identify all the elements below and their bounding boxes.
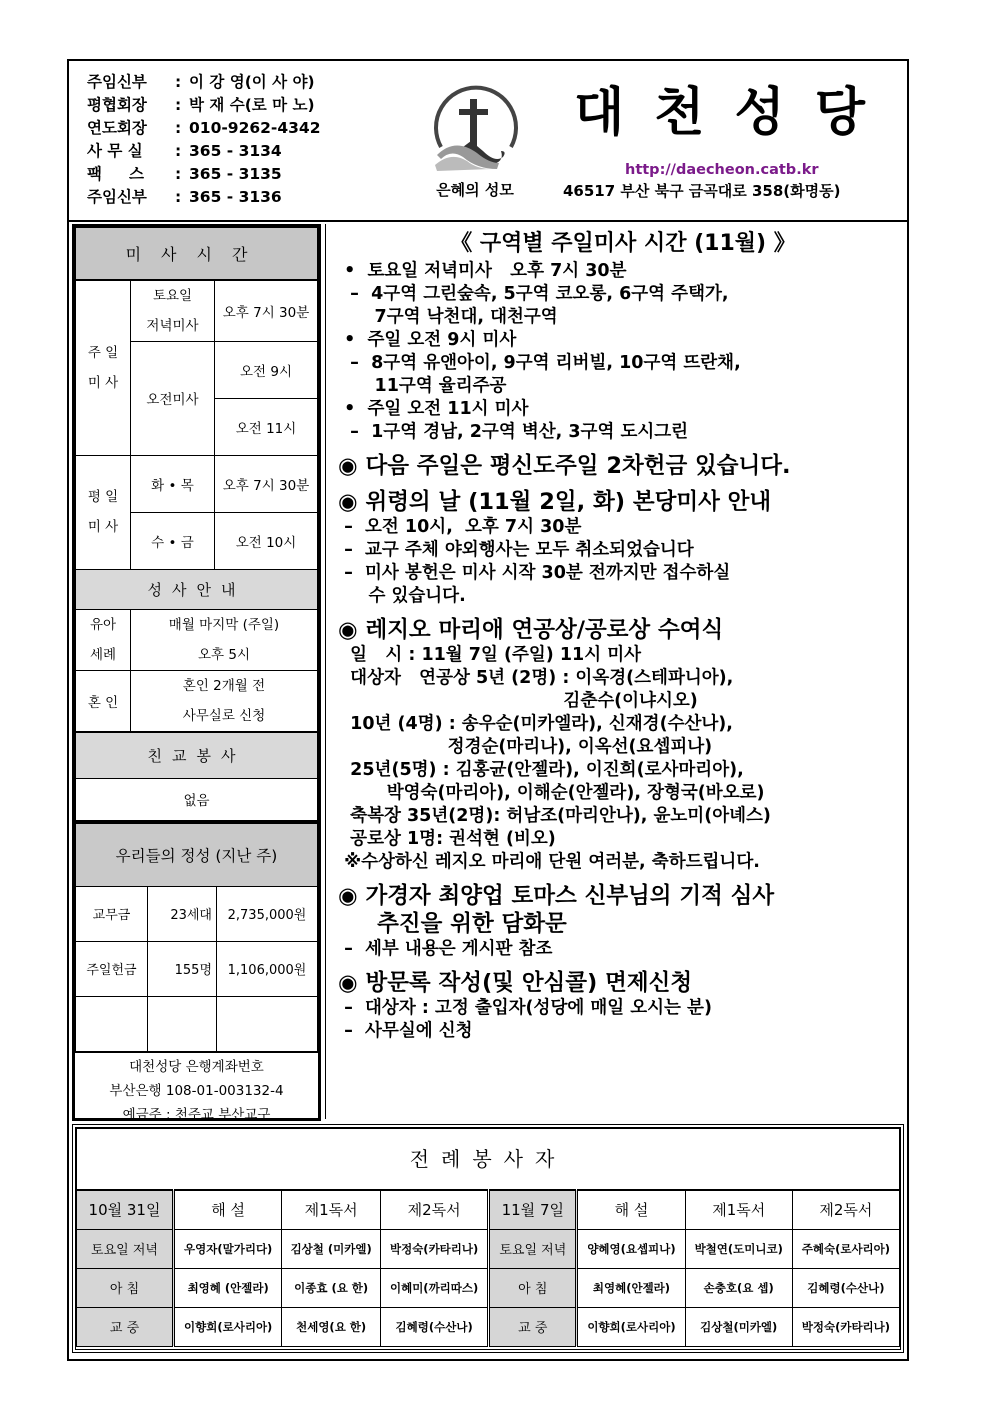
offering-row: 주일헌금 155명 1,106,000원 [76,941,318,996]
district-line: 11구역 율리주공 [338,376,507,396]
notice-line: – 교구 주체 야외행사는 모두 취소되었습니다 [338,540,694,560]
notice-line: ※수상하신 레지오 마리애 단원 여러분, 축하드립니다. [338,852,760,872]
notice-line: 공로상 1명: 권석현 (비오) [338,829,556,849]
contact-row: 주임신부 : 이 강 영(이 사 야) [87,73,315,91]
tue-thu-label: 화 • 목 [131,455,215,512]
offerings-title: 우리들의 정성 (지난 주) [76,822,318,886]
notice-line: 축복장 35년(2명): 허남조(마리안나), 윤노미(아녜스) [338,806,771,826]
liturgy-title: 전례봉사자 [77,1129,900,1191]
notice-line: 일 시 : 11월 7일 (주일) 11시 미사 [338,645,642,665]
notice-line: 대상자 연공상 5년 (2명) : 이옥경(스테파니아), [338,668,734,688]
district-mass-title: 《 구역별 주일미사 시간 (11월) 》 [450,231,796,256]
visitation-value: 없음 [76,778,318,820]
marriage-info: 혼인 2개월 전 사무실로 신청 [131,670,318,732]
morning-time-2: 오전 11시 [215,398,318,455]
contact-row: 평협회장 : 박 재 수(로 마 노) [87,96,315,114]
notice-line: 정경순(마리나), 이옥선(요셉피나) [338,737,713,757]
marriage-label: 혼 인 [76,670,131,732]
announcements [325,224,907,1119]
infant-baptism-label: 유아 세례 [76,609,131,670]
notice-line: – 대상자 : 고정 출입자(성당에 매일 오시는 분) [338,998,712,1018]
mass-times-title: 미사시간 [76,228,318,280]
weekday-mass-label: 평 일 미 사 [76,455,131,569]
mass-times-table [75,227,318,821]
contact-row: 팩 스 : 365 - 3135 [87,165,282,183]
visitation-title: 친교봉사 [76,732,318,778]
liturgy-header-row: 10월 31일 해 설 제1독서 제2독서 11월 7일 해 설 제1독서 제2독서 [77,1190,900,1229]
notice-line: 25년(5명) : 김홍균(안젤라), 이진희(로사마리아), [338,760,744,780]
church-logo [421,85,529,203]
church-name: 대천성당 [574,83,895,143]
morning-mass-label: 오전미사 [131,341,215,455]
notice-line: 수 있습니다. [338,586,466,606]
liturgy-row: 교 중 이향희(로사리아) 천세영(요 한) 김혜령(수산나) 교 중 이향희(로사리아) 김상철(미카엘) 박정숙(카타리나) [77,1307,900,1346]
district-line: – 4구역 그린숲속, 5구역 코오롱, 6구역 주택가, [338,284,729,304]
bank-account-info: 대천성당 은행계좌번호 부산은행 108-01-003132-4 예금주 : 천주교 부산교구 [75,1052,318,1127]
sunday-mass-label: 주 일 미 사 [76,280,131,456]
contact-row: 연도회장 : 010-9262-4342 [87,119,321,137]
contact-row: 주임신부 : 365 - 3136 [87,188,282,206]
offering-row [76,996,318,1051]
district-line: • 주일 오전 9시 미사 [338,330,517,350]
wed-fri-time: 오전 10시 [215,512,318,569]
district-line: 7구역 낙천대, 대천구역 [338,307,558,327]
sacraments-title: 성사안내 [76,569,318,609]
notice-heading: ◉ 레지오 마리애 연공상/공로상 수여식 [338,617,724,643]
district-line: • 토요일 저녁미사 오후 7시 30분 [338,261,627,281]
tue-thu-time: 오후 7시 30분 [215,455,318,512]
liturgy-table [76,1128,900,1347]
liturgy-row: 토요일 저녁 우영자(말가리다) 김상철 (미카엘) 박정숙(카타리나) 토요일 저녁 양혜영(요셉피나) 박철연(도미니코) 주혜숙(로사리아) [77,1229,900,1268]
liturgy-row: 아 침 최영혜 (안젤라) 이종효 (요 한) 이혜미(까리따스) 아 침 최영혜(안젤라) 손충호(요 셉) 김혜령(수산나) [77,1268,900,1307]
church-address: 46517 부산 북구 금곡대로 358(화명동) [563,182,841,200]
bulletin-page [67,59,909,1361]
district-line: • 주일 오전 11시 미사 [338,399,529,419]
notice-heading: ◉ 가경자 최양업 토마스 신부님의 기적 심사 [338,883,775,909]
wed-fri-label: 수 • 금 [131,512,215,569]
notice-heading: ◉ 다음 주일은 평신도주일 2차헌금 있습니다. [338,453,791,479]
notice-line: 김춘수(이냐시오) [338,691,698,711]
district-line: – 8구역 유앤아이, 9구역 리버빌, 10구역 뜨란채, [338,353,741,373]
notice-line: 10년 (4명) : 송우순(미카엘라), 신재경(수산나), [338,714,733,734]
info-sidebar [72,224,321,1121]
logo-caption: 은혜의 성모 [436,181,514,199]
district-line: – 1구역 경남, 2구역 벽산, 3구역 도시그린 [338,422,689,442]
contact-row: 사 무 실 : 365 - 3134 [87,142,282,160]
infant-baptism-info: 매월 마지막 (주일) 오후 5시 [131,609,318,670]
liturgy-servers [72,1124,904,1353]
contact-list [87,71,321,209]
offering-row: 교무금 23세대 2,735,000원 [76,886,318,941]
notice-line: – 사무실에 신청 [338,1021,473,1041]
header [69,61,907,222]
morning-time-1: 오전 9시 [215,341,318,398]
notice-line: 박영숙(마리아), 이해순(안젤라), 장형국(바오로) [338,783,765,803]
cross-wave-icon [427,85,523,177]
notice-heading: ◉ 방문록 작성(및 안심콜) 면제신청 [338,970,693,996]
church-url[interactable]: http://daecheon.catb.kr [625,162,819,178]
offerings-table [75,821,318,1052]
notice-heading: ◉ 위령의 날 (11월 2일, 화) 본당미사 안내 [338,489,772,515]
saturday-time: 오후 7시 30분 [215,280,318,342]
notice-line: – 미사 봉헌은 미사 시작 30분 전까지만 접수하실 [338,563,731,583]
notice-line: – 세부 내용은 게시판 참조 [338,939,553,959]
saturday-evening-label: 토요일 저녁미사 [131,280,215,342]
notice-line: – 오전 10시, 오후 7시 30분 [338,517,582,537]
notice-heading: 추진을 위한 담화문 [338,911,567,937]
